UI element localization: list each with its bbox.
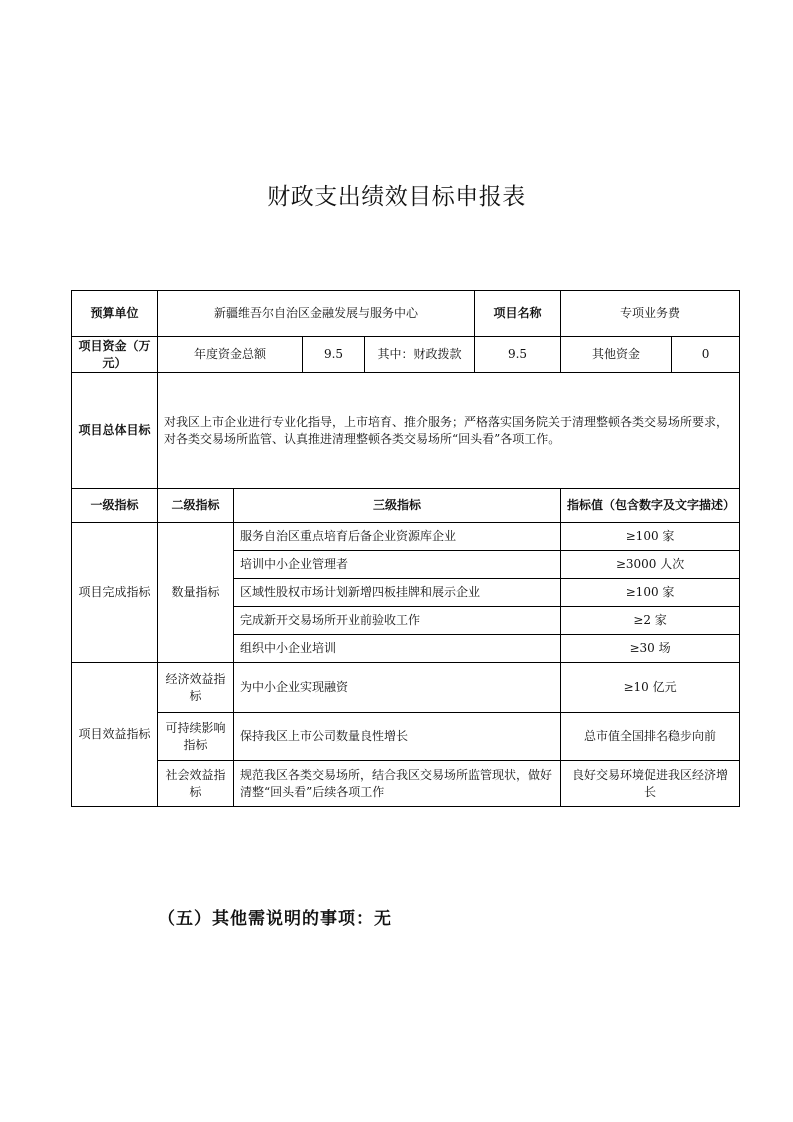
indicator-value: ≥2 家	[561, 607, 740, 635]
indicator-name: 完成新开交易场所开业前验收工作	[234, 607, 561, 635]
benefit-level1: 项目效益指标	[72, 663, 158, 807]
table-row	[72, 713, 740, 761]
indicator-value: ≥100 家	[561, 523, 740, 551]
table-row	[72, 337, 740, 373]
indicator-value: ≥30 场	[561, 635, 740, 663]
unit-value: 新疆维吾尔自治区金融发展与服务中心	[158, 291, 475, 337]
indicator-name: 规范我区各类交易场所，结合我区交易场所监管现状，做好清整“回头看”后续各项工作	[234, 761, 561, 807]
annual-funds-label: 年度资金总额	[158, 337, 303, 373]
value-header: 指标值（包含数字及文字描述）	[561, 489, 740, 523]
completion-level2: 数量指标	[158, 523, 234, 663]
indicator-value: ≥10 亿元	[561, 663, 740, 713]
indicator-name: 组织中小企业培训	[234, 635, 561, 663]
indicator-name: 培训中小企业管理者	[234, 551, 561, 579]
annual-funds-value: 9.5	[303, 337, 365, 373]
project-value: 专项业务费	[561, 291, 740, 337]
indicator-name: 服务自治区重点培育后备企业资源库企业	[234, 523, 561, 551]
completion-level1: 项目完成指标	[72, 523, 158, 663]
benefit-level2: 社会效益指标	[158, 761, 234, 807]
table-row	[72, 373, 740, 489]
fiscal-funds-value: 9.5	[475, 337, 561, 373]
benefit-level2: 经济效益指标	[158, 663, 234, 713]
level2-header: 二级指标	[158, 489, 234, 523]
indicator-value: ≥3000 人次	[561, 551, 740, 579]
indicator-value: ≥100 家	[561, 579, 740, 607]
indicator-value: 良好交易环境促进我区经济增长	[561, 761, 740, 807]
funds-label: 项目资金（万元）	[72, 337, 158, 373]
project-label: 项目名称	[475, 291, 561, 337]
table-row	[72, 489, 740, 523]
other-funds-label: 其他资金	[561, 337, 672, 373]
level1-header: 一级指标	[72, 489, 158, 523]
indicator-name: 保持我区上市公司数量良性增长	[234, 713, 561, 761]
other-matters-note: （五）其他需说明的事项：无	[158, 909, 392, 929]
table-row	[72, 523, 740, 551]
benefit-level2: 可持续影响指标	[158, 713, 234, 761]
form-title: 财政支出绩效目标申报表	[267, 184, 526, 210]
indicator-name: 区域性股权市场计划新增四板挂牌和展示企业	[234, 579, 561, 607]
goal-label: 项目总体目标	[72, 373, 158, 489]
performance-table	[71, 290, 740, 807]
table-row	[72, 761, 740, 807]
indicator-value: 总市值全国排名稳步向前	[561, 713, 740, 761]
level3-header: 三级指标	[234, 489, 561, 523]
indicator-name: 为中小企业实现融资	[234, 663, 561, 713]
fiscal-funds-label: 其中：财政拨款	[365, 337, 475, 373]
table-row	[72, 663, 740, 713]
unit-label: 预算单位	[72, 291, 158, 337]
goal-text: 对我区上市企业进行专业化指导，上市培育、推介服务；严格落实国务院关于清理整顿各类交易场所要求，对各类交易场所监管、认真推进清理整顿各类交易场所“回头看”各项工作。	[158, 373, 740, 489]
table-row	[72, 291, 740, 337]
other-funds-value: 0	[672, 337, 740, 373]
